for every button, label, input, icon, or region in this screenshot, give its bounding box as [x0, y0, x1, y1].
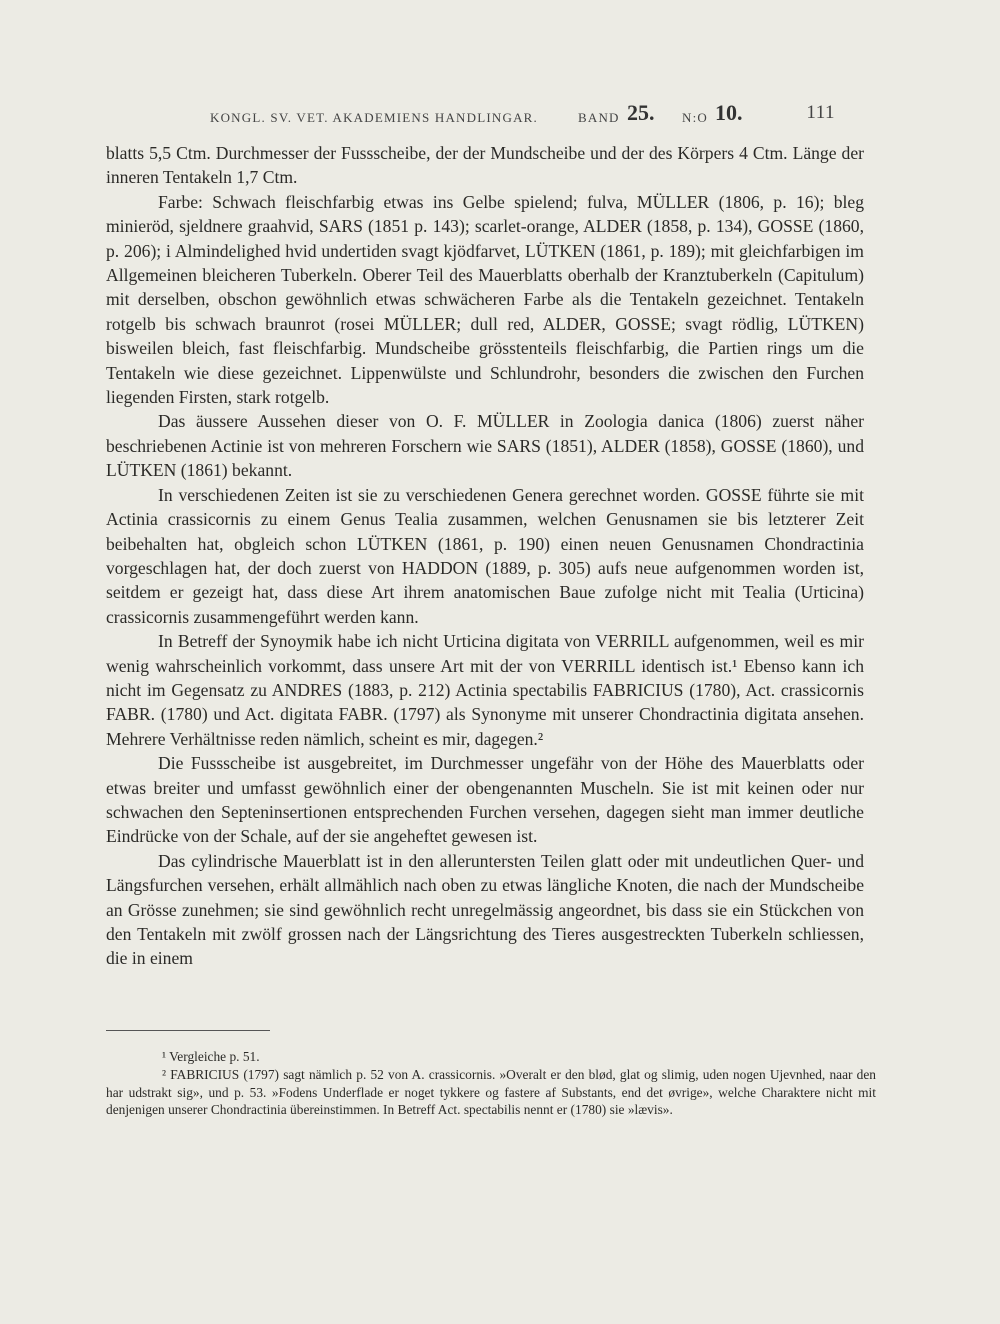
running-header: [210, 100, 835, 130]
paragraph-synonymy: In Betreff der Synoymik habe ich nicht Urticina digitata von VERRILL aufgenommen, weil es mir wenig wahrscheinlich vorkommt, dass unsere Art mit der von VERRILL identisch ist.¹ Ebenso kann ich nicht im Gegensatz zu ANDRES (1883, p. 212) Actinia spectabilis FABRICIUS (1780), Act. crassicornis FABR. (1780) und Act. digitata FABR. (1797) als Synonyme mit unserer Chondractinia digitata ansehen. Mehrere Verhältnisse reden nämlich, scheint es mir, dagegen.²: [106, 631, 864, 749]
page-number: 111: [806, 102, 835, 123]
band-label: BAND: [578, 110, 620, 125]
footnotes: [106, 1048, 876, 1119]
issue-number: 10.: [715, 100, 743, 125]
paragraph-foot-disc: Die Fussscheibe ist ausgebreitet, im Durchmesser ungefähr von der Höhe des Mauerblatts oder etwas breiter und umfasst gewöhnlich einer der obengenannten Muscheln. Sie ist mit keinen oder nur schwachen den Septeninsertionen entsprechenden Furchen versehen, dagegen sieht man immer deutliche Eindrücke von der Schale, auf der sie angeheftet gewesen ist.: [106, 753, 864, 847]
running-title: KONGL. SV. VET. AKADEMIENS HANDLINGAR.: [210, 110, 538, 125]
footnote-1: ¹ Vergleiche p. 51.: [162, 1049, 260, 1064]
footnote-2: ² FABRICIUS (1797) sagt nämlich p. 52 von A. crassicornis. »Overalt er den blød, glat og slimig, uden nogen Ujevnhed, naar den har udstrakt sig», und p. 53. »Fodens Underflade er noget tykkere og fastere af Substants, end det øvrige», welche Charaktere nicht mit denjenigen unserer Chondractinia übereinstimmen. In Betreff Act. spectabilis nennt er (1780) sie »lævis».: [106, 1066, 876, 1118]
paragraph-column-wall: Das cylindrische Mauerblatt ist in den alleruntersten Teilen glatt oder mit undeutlichen Quer- und Längsfurchen versehen, erhält allmählich nach oben zu etwas längliche Knoten, die nach der Mundscheibe an Grösse zunehmen; sie sind gewöhnlich recht unregelmässig angeordnet, bis dass sie ein Stückchen von den Tentakeln mit zwölf grossen nach der Längsrichtung des Tieres ausgestreckten Tuberkeln schliessen, die in einem: [106, 850, 864, 969]
number-label: N:O: [682, 110, 708, 125]
band-number: 25.: [627, 100, 655, 125]
footnote-divider: [106, 1030, 270, 1031]
paragraph-measurements: blatts 5,5 Ctm. Durchmesser der Fussscheibe, der der Mundscheibe und der des Körpers 4 Ctm. Länge der inneren Tentakeln 1,7 Ctm.: [106, 143, 864, 188]
paragraph-colour: Farbe: Schwach fleischfarbig etwas ins Gelbe spielend; fulva, MÜLLER (1806, p. 16); bleg minieröd, sjeldnere graahvid, SARS (1851 p. 143); scarlet-orange, ALDER (1858, p. 134), GOSSE (1860, p. 206); i Almindelighed hvid undertiden svagt kjödfarvet, LÜTKEN (1861, p. 189); mit gleichfarbigen im Allgemeinen bleicheren Tuberkeln. Oberer Teil des Mauerblatts oberhalb der Kranztuberkeln (Capitulum) mit derselben, obschon gewöhnlich etwas schwächeren Farbe als die Tentakeln gezeichnet. Tentakeln rotgelb bis schwach braunrot (rosei MÜLLER; dull red, ALDER, GOSSE; svagt rödlig, LÜTKEN) bisweilen bleich, fast fleischfarbig. Mundscheibe grösstenteils fleischfarbig, die Partien rings um die Tentakeln wie diese gezeichnet. Lippenwülste und Schlundrohr, besonders die zwischen den Furchen liegenden Firsten, stark rotgelb.: [106, 191, 864, 408]
paragraph-history: Das äussere Aussehen dieser von O. F. MÜLLER in Zoologia danica (1806) zuerst näher beschriebenen Actinie ist von mehreren Forschern wie SARS (1851), ALDER (1858), GOSSE (1860), und LÜTKEN (1861) bekannt.: [106, 411, 864, 481]
paragraph-genera: In verschiedenen Zeiten ist sie zu verschiedenen Genera gerechnet worden. GOSSE führte sie mit Actinia crassicornis zu einem Genus Tealia zusammen, welchen Genusnamen sie bis letzterer Zeit beibehalten hat, obgleich schon LÜTKEN (1861, p. 190) einen neuen Genusnamen Chondractinia vorgeschlagen hat, der doch zuerst von HADDON (1889, p. 305) aufs neue aufgenommen worden ist, seitdem er gezeigt hat, dass diese Art ihrem anatomischen Baue zufolge nicht mit Tealia (Urticina) crassicornis zusammengeführt werden kann.: [106, 484, 864, 627]
body-text: [106, 141, 864, 971]
